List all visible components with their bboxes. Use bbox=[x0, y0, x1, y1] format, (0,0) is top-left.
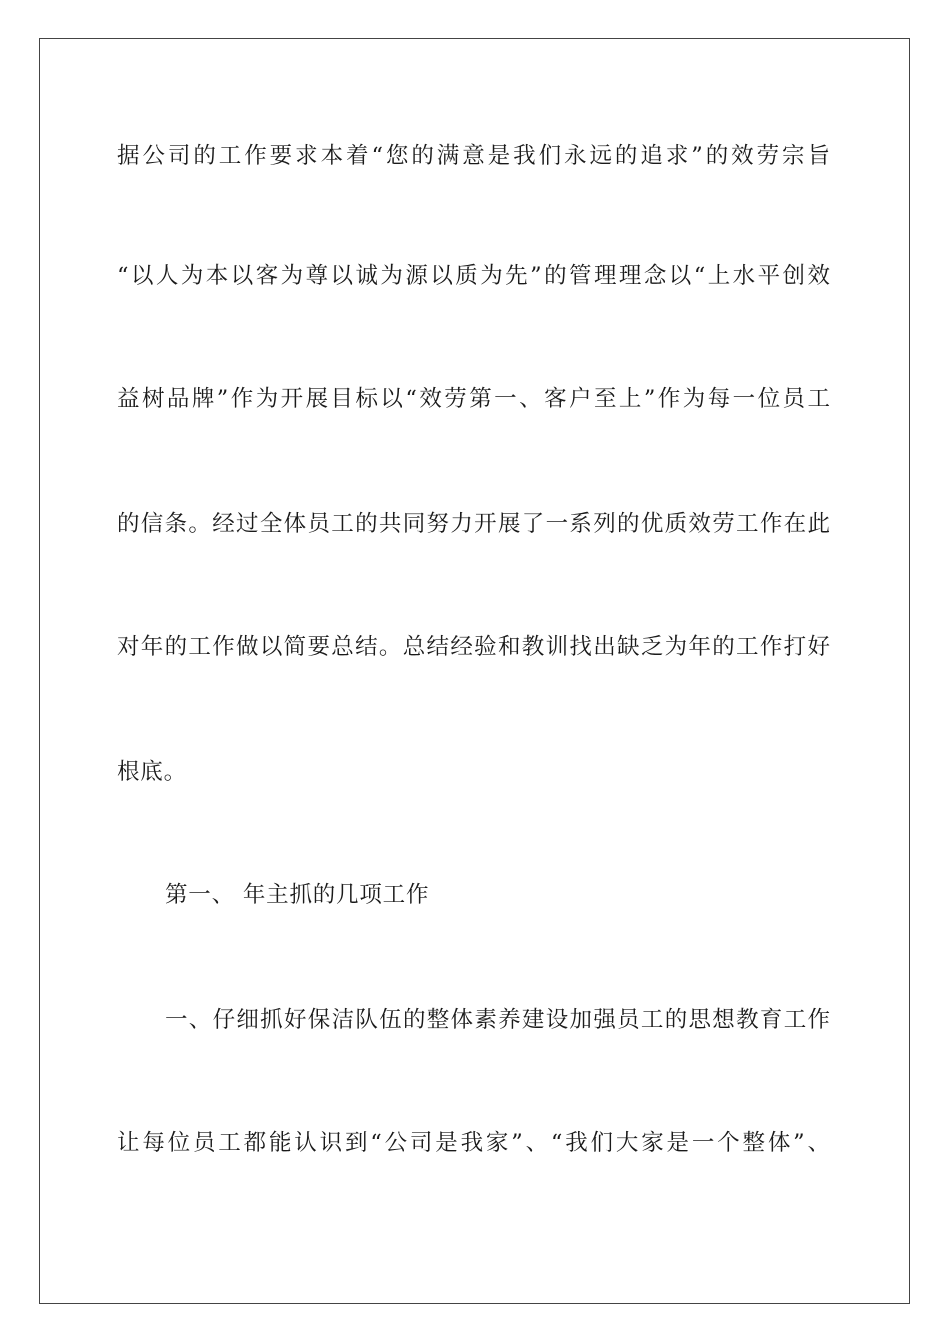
body-text-line: 益树品牌”作为开展目标以“效劳第一、客户至上”作为每一位员工 bbox=[117, 386, 830, 412]
body-text-line: 让每位员工都能认识到“公司是我家”、“我们大家是一个整体”、 bbox=[117, 1130, 830, 1156]
page-frame bbox=[39, 38, 910, 1304]
body-text-line: 据公司的工作要求本着“您的满意是我们永远的追求”的效劳宗旨 bbox=[117, 143, 830, 169]
body-text-line: “以人为本以客为尊以诚为源以质为先”的管理理念以“上水平创效 bbox=[117, 263, 830, 289]
body-text-line: 对年的工作做以简要总结。总结经验和教训找出缺乏为年的工作打好 bbox=[117, 634, 830, 660]
body-text-line: 的信条。经过全体员工的共同努力开展了一系列的优质效劳工作在此 bbox=[117, 511, 830, 537]
body-text-line: 根底。 bbox=[117, 759, 187, 785]
section-heading: 第一、 年主抓的几项工作 bbox=[165, 882, 430, 908]
body-text-line: 一、仔细抓好保洁队伍的整体素养建设加强员工的思想教育工作 bbox=[165, 1007, 830, 1033]
